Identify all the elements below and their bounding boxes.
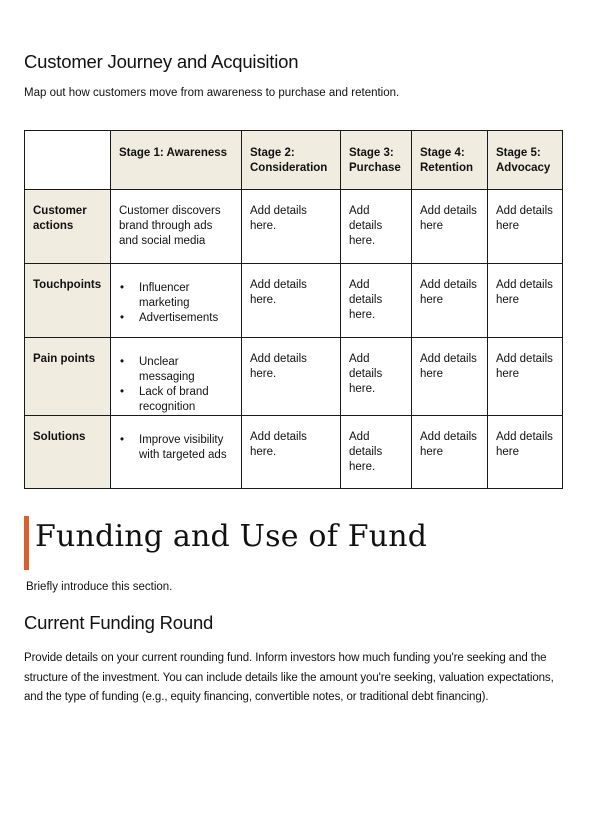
- table-row: [25, 190, 563, 264]
- table-cell: Add details here: [488, 264, 563, 338]
- table-cell: [111, 264, 242, 338]
- table-row: [25, 338, 563, 416]
- table-row: [25, 264, 563, 338]
- table-cell: Add details here: [412, 416, 488, 489]
- current-funding-round-heading: Current Funding Round: [24, 612, 214, 633]
- column-header-advocacy: Stage 5: Advocacy: [488, 131, 563, 190]
- table-cell: Add details here: [488, 416, 563, 489]
- table-cell: Add details here: [412, 190, 488, 264]
- funding-heading: Funding and Use of Fund: [35, 519, 428, 554]
- table-cell: Add details here.: [341, 190, 412, 264]
- row-header-solutions: Solutions: [25, 416, 111, 489]
- list-item: • Advertisements: [139, 311, 233, 326]
- table-cell: Add details here.: [242, 264, 341, 338]
- table-cell: Add details here.: [341, 264, 412, 338]
- section-title-customer-journey: Customer Journey and Acquisition: [24, 51, 299, 72]
- column-header-purchase: Stage 3: Purchase: [341, 131, 412, 190]
- list-item: • Unclear messaging: [139, 355, 233, 385]
- list-item: • Improve visibility with targeted ads: [139, 433, 233, 463]
- bullet-list: [119, 355, 233, 415]
- column-header-awareness: Stage 1: Awareness: [111, 131, 242, 190]
- table-cell: Add details here: [412, 264, 488, 338]
- table-cell: Add details here: [488, 190, 563, 264]
- table-row: [25, 416, 563, 489]
- table-corner-cell: [25, 131, 111, 190]
- row-header-touchpoints: Touchpoints: [25, 264, 111, 338]
- row-header-customer-actions: Customer actions: [25, 190, 111, 264]
- table-cell: Add details here: [412, 338, 488, 416]
- column-header-retention: Stage 4: Retention: [412, 131, 488, 190]
- table-cell: Customer discovers brand through ads and social media: [111, 190, 242, 264]
- row-header-pain-points: Pain points: [25, 338, 111, 416]
- list-item: • Lack of brand recognition: [139, 385, 233, 415]
- section-intro: Map out how customers move from awareness to purchase and retention.: [24, 87, 400, 99]
- customer-journey-table: [24, 130, 563, 489]
- table-cell: Add details here.: [341, 416, 412, 489]
- table-cell: Add details here.: [341, 338, 412, 416]
- heading-accent-bar: [24, 516, 29, 570]
- table-cell: [111, 338, 242, 416]
- table-header-row: [25, 131, 563, 190]
- table-cell: [111, 416, 242, 489]
- table-cell: Add details here.: [242, 190, 341, 264]
- column-header-consideration: Stage 2: Consideration: [242, 131, 341, 190]
- bullet-list: [119, 433, 233, 463]
- funding-intro: Briefly introduce this section.: [26, 581, 173, 593]
- table-cell: Add details here.: [242, 416, 341, 489]
- table-cell: Add details here: [488, 338, 563, 416]
- bullet-list: [119, 281, 233, 326]
- list-item: • Influencer marketing: [139, 281, 233, 311]
- current-funding-round-body: Provide details on your current rounding fund. Inform investors how much funding you're seeking and the structure of the investment. You can include details like the amount you're seeking, valuation expectations, and the type of funding (e.g., equity financing, convertible notes, or traditional debt financing).: [24, 652, 554, 703]
- table-cell: Add details here.: [242, 338, 341, 416]
